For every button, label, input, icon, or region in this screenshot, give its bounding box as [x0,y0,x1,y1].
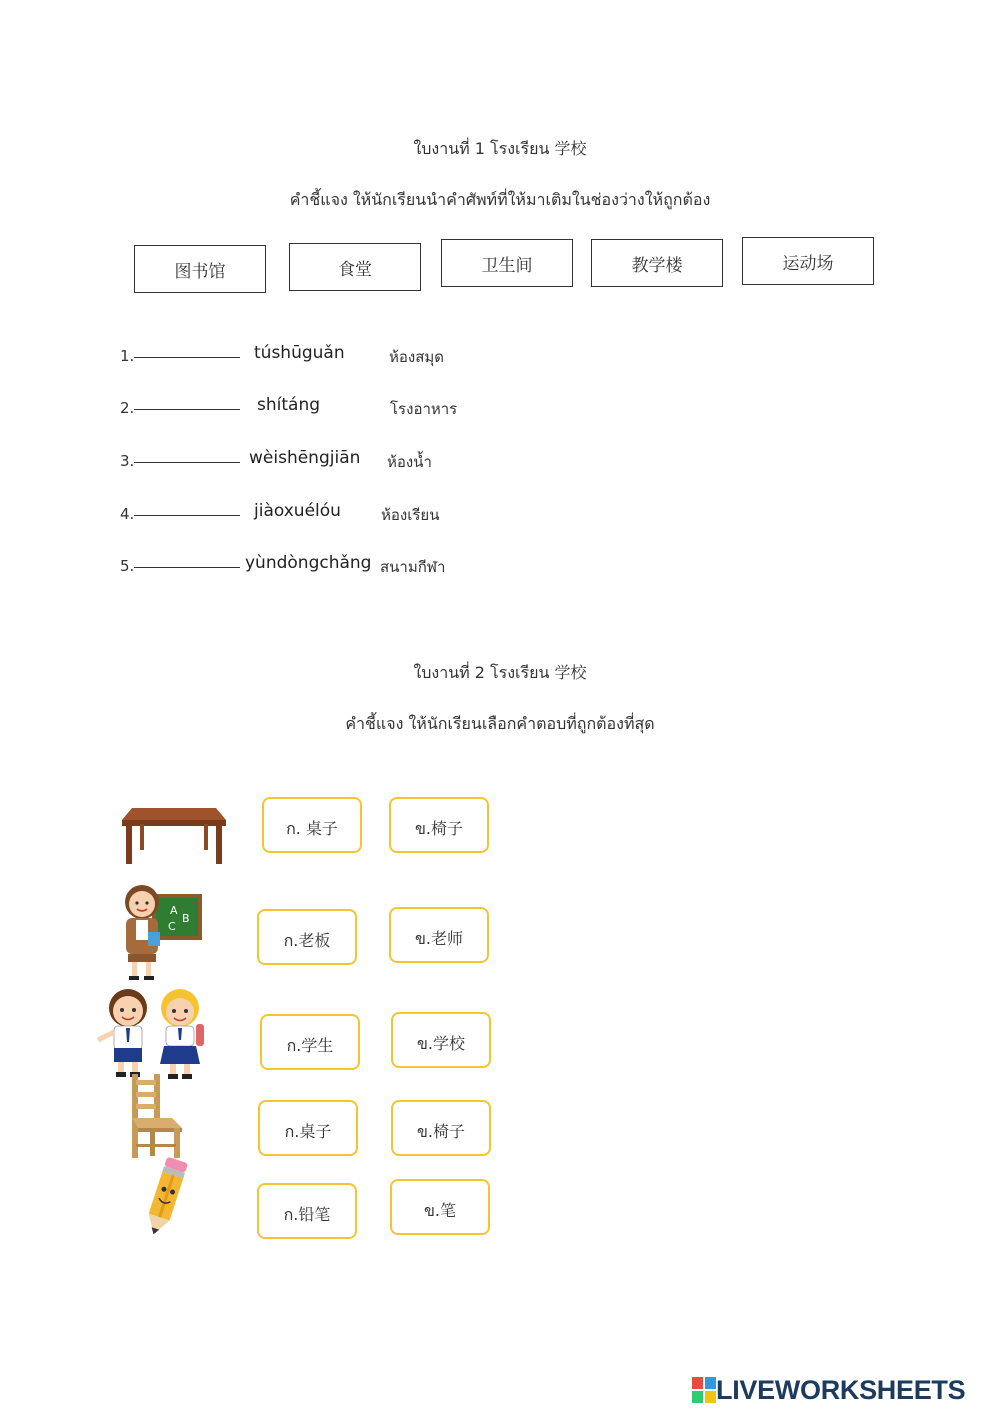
chair-icon [124,1072,186,1162]
word-bank-item-3[interactable]: 卫生间 [441,239,573,287]
option-b-4[interactable]: ข.椅子 [391,1100,491,1156]
option-b-3[interactable]: ข.学校 [391,1012,491,1068]
worksheet1-instruction: คำชี้แจง ให้นักเรียนนำคำศัพท์ที่ให้มาเติมในช่องว่างให้ถูกต้อง [289,190,711,209]
answer-blank-2[interactable] [134,409,240,410]
table-icon [120,806,228,866]
word-bank-item-1[interactable]: 图书馆 [134,245,266,293]
option-a-4[interactable]: ก.桌子 [258,1100,358,1156]
option-b-5[interactable]: ข.笔 [390,1179,490,1235]
word-bank-item-2[interactable]: 食堂 [289,243,421,291]
liveworksheets-logo-icon [692,1377,716,1403]
question-thai: ห้องสมุด [389,348,445,366]
answer-blank-3[interactable] [134,462,240,463]
pencil-icon [140,1156,190,1242]
svg-text:A: A [170,904,178,917]
worksheet2-title: ใบงานที่ 2 โรงเรียน 学校 [413,663,587,682]
question-pinyin: wèishēngjiān [249,448,361,468]
teacher-icon [108,876,206,982]
question-pinyin: jiàoxuélóu [254,501,341,521]
word-bank-item-4[interactable]: 教学楼 [591,239,723,287]
question-pinyin: túshūguǎn [254,343,345,363]
option-b-1[interactable]: ข.椅子 [389,797,489,853]
students-icon [94,984,210,1084]
question-thai: ห้องน้ำ [387,453,432,471]
question-number: 3. [120,452,135,470]
svg-text:B: B [182,912,190,925]
liveworksheets-logo [692,1374,965,1406]
question-thai: สนามกีฬา [380,558,446,576]
logo-text: LIVEWORKSHEETS [716,1374,966,1405]
question-thai: โรงอาหาร [390,400,458,418]
option-a-1[interactable]: ก. 桌子 [262,797,362,853]
answer-blank-1[interactable] [134,357,240,358]
question-number: 2. [120,399,135,417]
svg-text:C: C [168,920,176,933]
question-number: 1. [120,347,135,365]
answer-blank-5[interactable] [134,567,240,568]
question-thai: ห้องเรียน [381,506,440,524]
option-a-5[interactable]: ก.铅笔 [257,1183,357,1239]
question-number: 4. [120,505,135,523]
option-a-2[interactable]: ก.老板 [257,909,357,965]
worksheet1-title: ใบงานที่ 1 โรงเรียน 学校 [413,139,587,158]
question-number: 5. [120,557,135,575]
option-b-2[interactable]: ข.老师 [389,907,489,963]
answer-blank-4[interactable] [134,515,240,516]
question-pinyin: yùndòngchǎng [245,553,372,573]
word-bank-item-5[interactable]: 运动场 [742,237,874,285]
question-pinyin: shítáng [257,395,321,415]
option-a-3[interactable]: ก.学生 [260,1014,360,1070]
worksheet2-instruction: คำชี้แจง ให้นักเรียนเลือกคำตอบที่ถูกต้องที่สุด [345,714,655,733]
